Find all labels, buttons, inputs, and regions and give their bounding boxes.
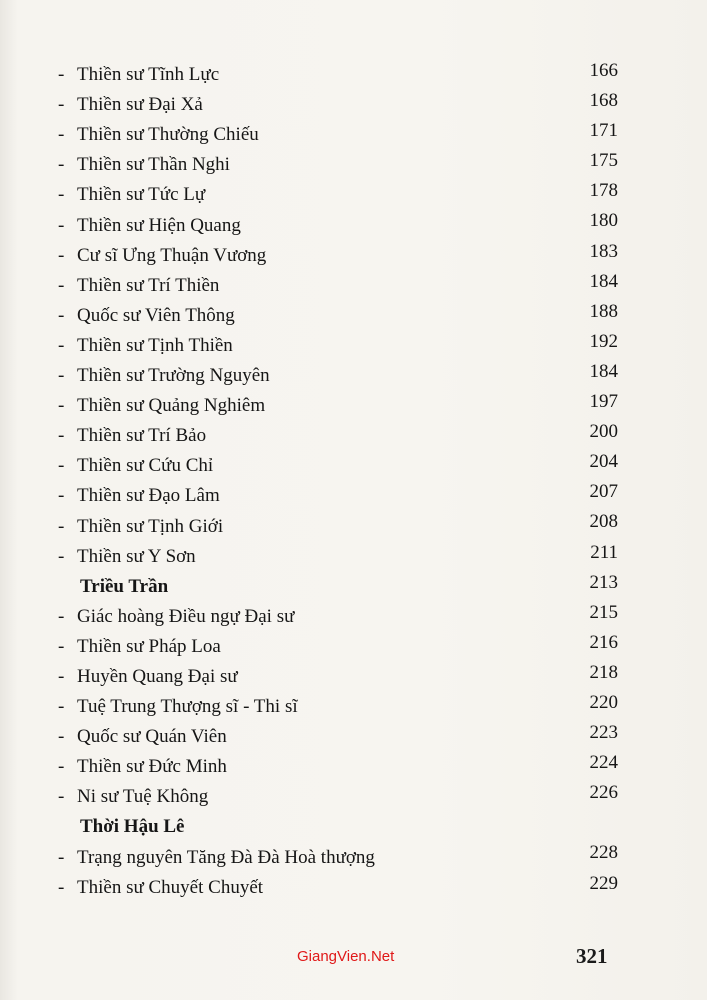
toc-entry [58, 90, 618, 120]
toc-entry-title: Thiền sư Đức Minh [77, 756, 227, 778]
toc-page-number: 204 [589, 451, 618, 473]
toc-entry [58, 722, 618, 752]
toc-entry-label [58, 215, 241, 237]
toc-entry-title: Thiền sư Đạo Lâm [77, 485, 220, 507]
toc-entry-label [58, 425, 206, 447]
toc-entry-label [58, 245, 266, 267]
toc-entry-title: Thiền sư Hiện Quang [77, 214, 241, 236]
toc-entry-label [58, 154, 230, 176]
toc-entry-label [80, 576, 168, 598]
toc-bullet-dash: - [58, 485, 65, 507]
toc-entry-label [58, 877, 263, 899]
toc-entry-title: Thiền sư Trí Thiền [77, 274, 220, 296]
toc-entry-title: Trạng nguyên Tăng Đà Đà Hoà thượng [77, 846, 375, 868]
toc-entry-title: Thiền sư Tĩnh Lực [77, 64, 220, 86]
toc-entry-label [58, 305, 235, 327]
toc-page-number: 192 [589, 330, 618, 352]
page-number: 321 [576, 944, 608, 968]
toc-entry [58, 542, 618, 572]
toc-entry [58, 331, 618, 361]
toc-entry-title: Thiền sư Tịnh Giới [77, 515, 224, 537]
toc-entry-title: Thiền sư Quảng Nghiêm [77, 395, 266, 417]
toc-section-heading [58, 812, 618, 842]
toc-bullet-dash: - [58, 635, 65, 657]
toc-bullet-dash: - [58, 545, 65, 567]
toc-bullet-dash: - [58, 365, 65, 387]
watermark-site-name: GiangVien.Net [297, 948, 395, 965]
toc-page-number: 171 [589, 120, 618, 142]
table-of-contents [58, 60, 618, 903]
toc-entry-title: Thiền sư Tức Lự [77, 184, 206, 206]
toc-entry [58, 662, 618, 692]
toc-page-number: 223 [589, 722, 618, 744]
toc-bullet-dash: - [58, 605, 65, 627]
toc-entry [58, 180, 618, 210]
toc-entry [58, 120, 618, 150]
toc-entry-title: Quốc sư Quán Viên [77, 726, 227, 748]
toc-bullet-dash: - [58, 214, 65, 236]
toc-bullet-dash: - [58, 274, 65, 296]
toc-entry-label [58, 94, 203, 116]
toc-page-number: 168 [589, 90, 618, 112]
toc-bullet-dash: - [58, 64, 65, 86]
toc-entry [58, 602, 618, 632]
toc-entry-title: Thiền sư Trí Bảo [77, 425, 207, 447]
toc-page-number: 166 [589, 60, 618, 81]
toc-page-number: 224 [589, 752, 618, 774]
toc-entry [58, 421, 618, 451]
toc-entry-label [58, 275, 219, 297]
toc-page-number: 207 [589, 481, 618, 503]
toc-bullet-dash: - [58, 665, 65, 687]
toc-entry [58, 150, 618, 180]
toc-bullet-dash: - [58, 334, 65, 356]
toc-entry [58, 632, 618, 662]
toc-entry [58, 241, 618, 271]
toc-entry [58, 511, 618, 541]
toc-bullet-dash: - [58, 154, 65, 176]
toc-entry-label [58, 696, 298, 718]
toc-entry-title: Thiền sư Đại Xả [77, 94, 203, 116]
toc-entry-title: Thiền sư Thần Nghi [77, 154, 230, 176]
toc-entry-title: Thiền sư Y Sơn [77, 545, 196, 567]
toc-entry [58, 391, 618, 421]
toc-page-number: 215 [589, 601, 618, 623]
toc-entry [58, 873, 618, 903]
toc-entry-title: Thời Hậu Lê [80, 816, 185, 838]
toc-entry [58, 451, 618, 481]
toc-bullet-dash: - [58, 786, 65, 808]
toc-entry [58, 842, 618, 872]
toc-entry-label [58, 124, 259, 146]
toc-entry [58, 210, 618, 240]
toc-entry [58, 752, 618, 782]
toc-entry-title: Quốc sư Viên Thông [77, 304, 235, 326]
toc-page-number: 220 [589, 691, 618, 713]
toc-entry-title: Cư sĩ Ưng Thuận Vương [77, 244, 267, 266]
toc-entry [58, 692, 618, 722]
toc-bullet-dash: - [58, 756, 65, 778]
toc-bullet-dash: - [58, 395, 65, 417]
toc-bullet-dash: - [58, 515, 65, 537]
toc-page-number: 200 [589, 421, 618, 443]
toc-entry-label [58, 847, 375, 869]
toc-page-number: 184 [589, 360, 618, 382]
toc-bullet-dash: - [58, 696, 65, 718]
toc-entry-label [80, 816, 185, 838]
toc-bullet-dash: - [58, 846, 65, 868]
toc-entry-title: Tuệ Trung Thượng sĩ - Thi sĩ [77, 696, 298, 718]
toc-page-number: 208 [589, 511, 618, 533]
toc-entry-title: Triều Trần [80, 575, 169, 597]
toc-bullet-dash: - [58, 726, 65, 748]
toc-bullet-dash: - [58, 94, 65, 116]
toc-entry-label [58, 636, 221, 658]
toc-entry [58, 60, 618, 90]
toc-page-number: 228 [589, 842, 618, 864]
toc-page-number: 218 [589, 661, 618, 683]
toc-page-number: 213 [589, 571, 618, 593]
toc-entry [58, 301, 618, 331]
toc-page-number: 178 [589, 180, 618, 202]
toc-page-number: 183 [589, 240, 618, 262]
toc-entry-title: Thiền sư Chuyết Chuyết [77, 876, 264, 898]
toc-page-number: 226 [589, 782, 618, 804]
toc-entry-label [58, 786, 208, 808]
toc-entry [58, 271, 618, 301]
toc-page-number: 216 [589, 631, 618, 653]
toc-entry-title: Thiền sư Pháp Loa [77, 635, 221, 657]
toc-bullet-dash: - [58, 425, 65, 447]
toc-bullet-dash: - [58, 876, 65, 898]
toc-entry-title: Thiền sư Trường Nguyên [77, 365, 270, 387]
toc-page-number: 211 [590, 541, 618, 563]
toc-bullet-dash: - [58, 124, 65, 146]
toc-entry-label [58, 726, 227, 748]
toc-bullet-dash: - [58, 184, 65, 206]
toc-entry-label [58, 64, 219, 86]
toc-entry-title: Thiền sư Cứu Chỉ [77, 455, 214, 477]
toc-entry-label [58, 395, 265, 417]
toc-bullet-dash: - [58, 455, 65, 477]
toc-page-number: 229 [589, 872, 618, 894]
toc-bullet-dash: - [58, 304, 65, 326]
toc-entry-label [58, 365, 270, 387]
toc-bullet-dash: - [58, 244, 65, 266]
toc-entry [58, 782, 618, 812]
toc-entry-title: Ni sư Tuệ Không [77, 786, 209, 808]
toc-entry-label [58, 516, 223, 538]
toc-page-number: 180 [589, 210, 618, 232]
toc-entry-label [58, 666, 238, 688]
toc-entry-label [58, 606, 294, 628]
toc-entry-title: Giác hoàng Điều ngự Đại sư [77, 605, 295, 627]
toc-section-heading [58, 572, 618, 602]
toc-entry-label [58, 485, 220, 507]
toc-entry [58, 481, 618, 511]
toc-entry-title: Thiền sư Thường Chiếu [77, 124, 259, 146]
toc-page-number: 175 [589, 150, 618, 172]
toc-entry-title: Huyền Quang Đại sư [77, 665, 238, 687]
toc-entry-label [58, 756, 227, 778]
toc-entry-label [58, 546, 196, 568]
toc-page-number: 184 [589, 270, 618, 292]
toc-page-number: 188 [589, 300, 618, 322]
toc-entry [58, 361, 618, 391]
toc-page-number: 197 [589, 391, 618, 413]
toc-entry-label [58, 455, 213, 477]
toc-entry-title: Thiền sư Tịnh Thiền [77, 334, 233, 356]
toc-entry-label [58, 184, 205, 206]
toc-entry-label [58, 335, 233, 357]
